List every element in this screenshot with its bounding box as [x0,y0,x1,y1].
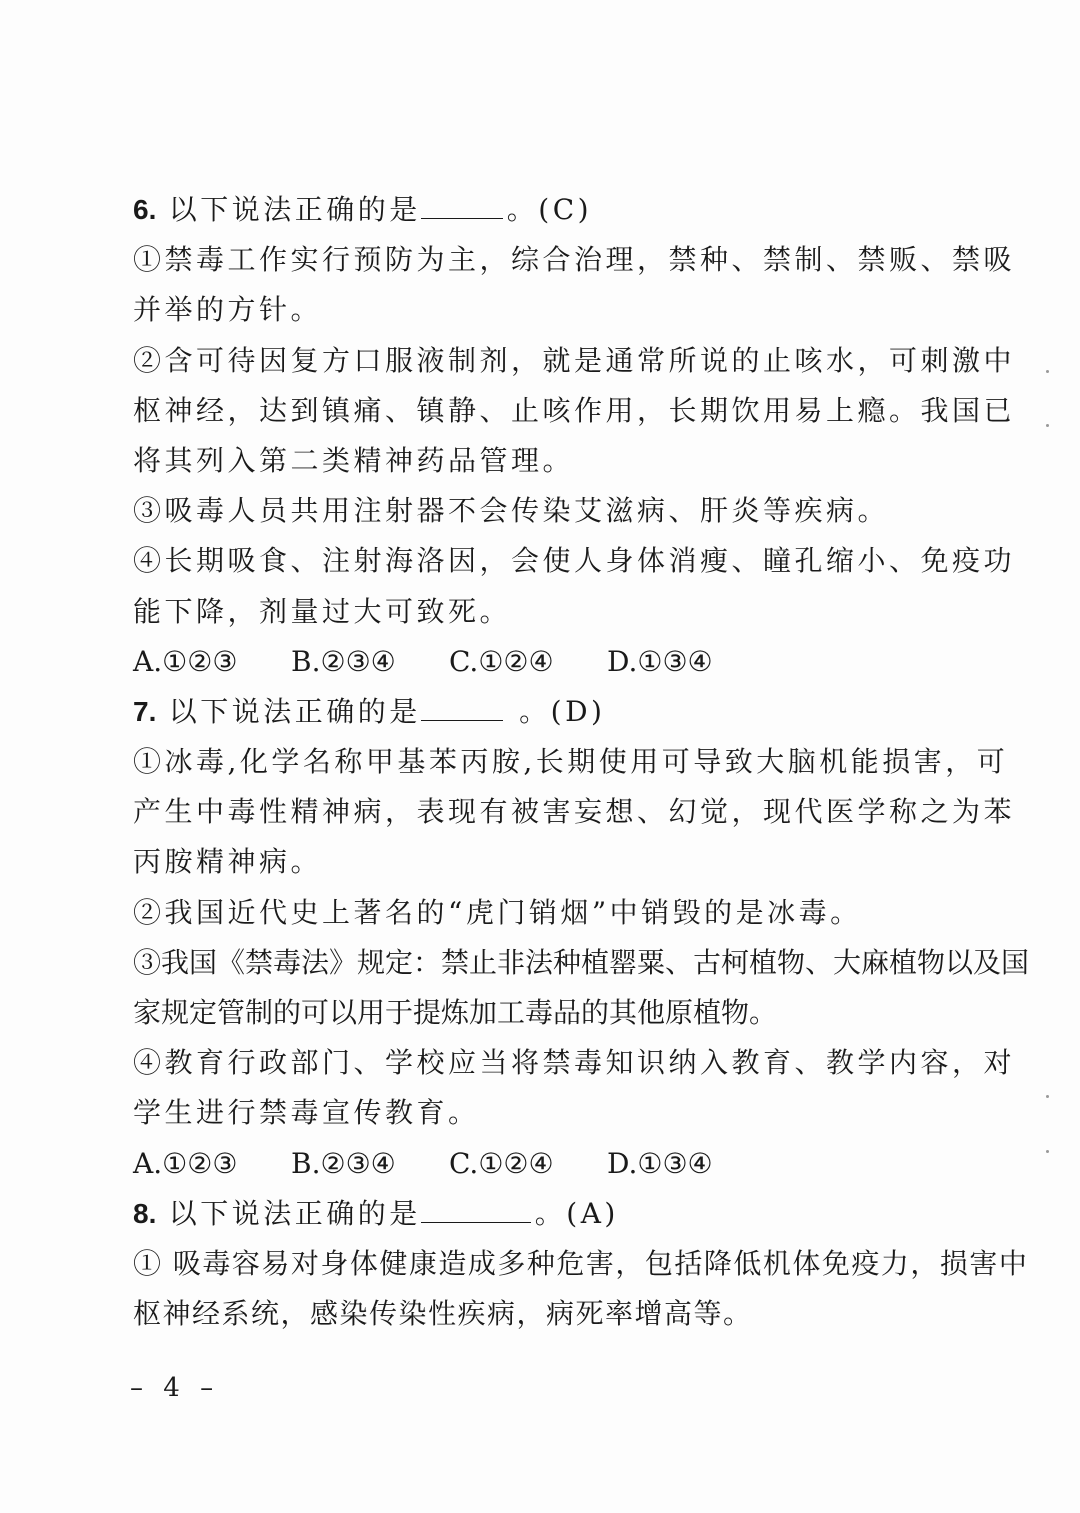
statement-line: ③我国《禁毒法》规定：禁止非法种植罂粟、古柯植物、大麻植物以及国 [133,945,1030,979]
scan-speck [1046,1095,1049,1098]
question-stem: 以下说法正确的是 [168,694,421,728]
statement-line: ③吸毒人员共用注射器不会传染艾滋病、肝炎等疾病。 [133,494,890,528]
question-7-stem [133,687,945,737]
statement-line: 枢神经，达到镇痛、镇静、止咳作用，长期饮用易上瘾。我国已 [133,393,1016,427]
question-content [133,185,1030,1339]
answer-options [133,1139,945,1189]
answer-key: 。(A) [534,1196,619,1230]
question-stem: 以下说法正确的是 [168,193,421,226]
statement-line: ① 吸毒容易对身体健康造成多种危害，包括降低机体免疫力，损害中 [133,1246,1029,1280]
question-number: 6. [133,194,157,225]
statement-line: 能下降，剂量过大可致死。 [133,594,512,628]
option-d: D.①③④ [607,644,713,678]
answer-blank [421,694,503,721]
option-c: C.①②④ [449,644,554,678]
statement-line: 丙胺精神病。 [133,845,323,879]
statement-line: 并举的方针。 [133,293,323,327]
question-6-stem [133,185,945,235]
question-stem: 以下说法正确的是 [168,1196,421,1230]
statement-line: ①禁毒工作实行预防为主，综合治理，禁种、禁制、禁贩、禁吸 [133,243,1016,277]
answer-key: 。(D) [506,694,606,728]
statement-line: ④教育行政部门、学校应当将禁毒知识纳入教育、教学内容，对 [133,1046,1016,1080]
option-d: D.①③④ [607,1146,713,1180]
statement-line: 产生中毒性精神病，表现有被害妄想、幻觉，现代医学称之为苯 [133,795,1016,829]
answer-options [133,637,945,687]
answer-blank [421,192,503,219]
option-a: A.①②③ [133,1146,238,1180]
scan-speck [1046,1150,1049,1153]
scan-speck [1046,370,1049,373]
statement-line: 家规定管制的可以用于提炼加工毒品的其他原植物。 [133,996,778,1029]
statement-line: ②我国近代史上著名的“虎门销烟”中销毁的是冰毒。 [133,895,862,929]
answer-blank [421,1196,531,1223]
question-8-stem [133,1189,945,1239]
statement-line: ②含可待因复方口服液制剂，就是通常所说的止咳水，可刺激中 [133,343,1016,377]
page-number: – 4 – [130,1373,220,1403]
statement-line: ④长期吸食、注射海洛因，会使人身体消瘦、瞳孔缩小、免疫功 [133,544,1016,578]
statement-line: ①冰毒,化学名称甲基苯丙胺,长期使用可导致大脑机能损害，可 [133,745,1009,779]
scan-speck [1046,424,1049,427]
option-b: B.②③④ [291,644,396,678]
answer-key: 。(C) [506,193,593,226]
option-c: C.①②④ [449,1146,554,1180]
statement-line: 枢神经系统，感染传染性疾病，病死率增高等。 [133,1297,753,1331]
statement-line: 学生进行禁毒宣传教育。 [133,1096,480,1130]
statement-line: 将其列入第二类精神药品管理。 [133,443,575,477]
option-a: A.①②③ [133,644,238,678]
question-number: 8. [133,1197,157,1229]
option-b: B.②③④ [291,1146,396,1180]
question-number: 7. [133,695,157,727]
